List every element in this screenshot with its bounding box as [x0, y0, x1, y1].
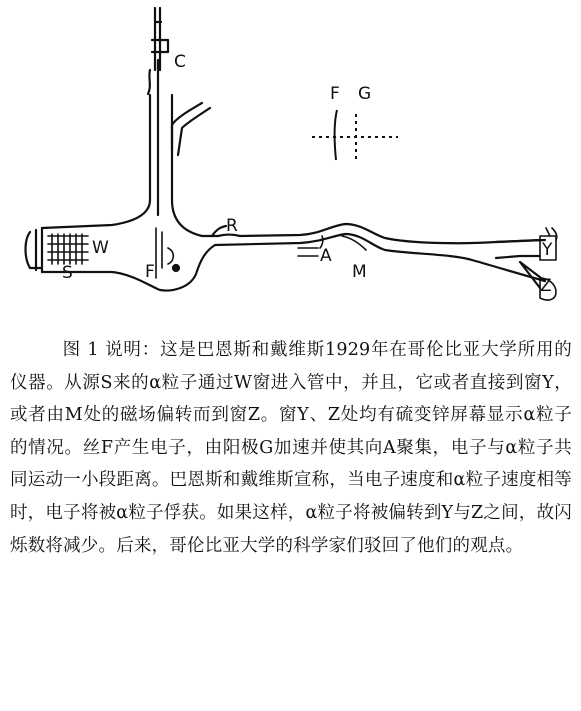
label-m: M: [352, 262, 367, 282]
filament-f: [156, 228, 162, 278]
anode-g-loop: [168, 248, 173, 264]
fg-inset-f-line: [335, 110, 337, 160]
caption-body: 图 1 说明：这是巴恩斯和戴维斯1929年在哥伦比亚大学所用的仪器。从源S来的α粒子通过W窗进入管中，并且，它或者直接到窗Y，或者由M处的磁场偏转而到窗Z。窗Y、Z处均有硫变锌屏幕显示α粒子的情况。丝F产生电子，由阳极G加速并使其向A聚集，电子与α粒子共同运动一小段距离。巴恩斯和戴维斯宣称，当电子速度和α粒子速度相等时，电子将被α粒子俘获。如果这样，α粒子将被偏转到Y与Z之间，故闪烁数将减少。后来，哥伦比亚大学的科学家们驳回了他们的观点。: [10, 340, 572, 556]
window-w-grid: [48, 234, 88, 264]
source-housing: [26, 228, 43, 272]
label-g-inset: G: [358, 84, 372, 104]
label-s: S: [62, 263, 73, 283]
caption-text: [10, 334, 572, 562]
side-arm: [172, 103, 210, 155]
label-y: Y: [542, 240, 553, 260]
label-f-inset: F: [330, 84, 340, 104]
label-z: Z: [540, 276, 552, 296]
apparatus-diagram: [0, 0, 581, 330]
fork-y: [496, 240, 540, 258]
tube-body: [42, 95, 545, 290]
label-c: C: [174, 52, 186, 72]
figure-caption: [10, 334, 572, 562]
label-f: F: [145, 262, 155, 282]
label-r: R: [226, 216, 238, 236]
stem-outline: [152, 8, 168, 215]
anode-g-dot: [173, 265, 179, 271]
label-a: A: [320, 246, 332, 266]
fg-inset: [312, 110, 398, 162]
y-top-lead: [552, 228, 557, 240]
filament-lead: [148, 70, 150, 94]
label-w: W: [92, 238, 109, 258]
